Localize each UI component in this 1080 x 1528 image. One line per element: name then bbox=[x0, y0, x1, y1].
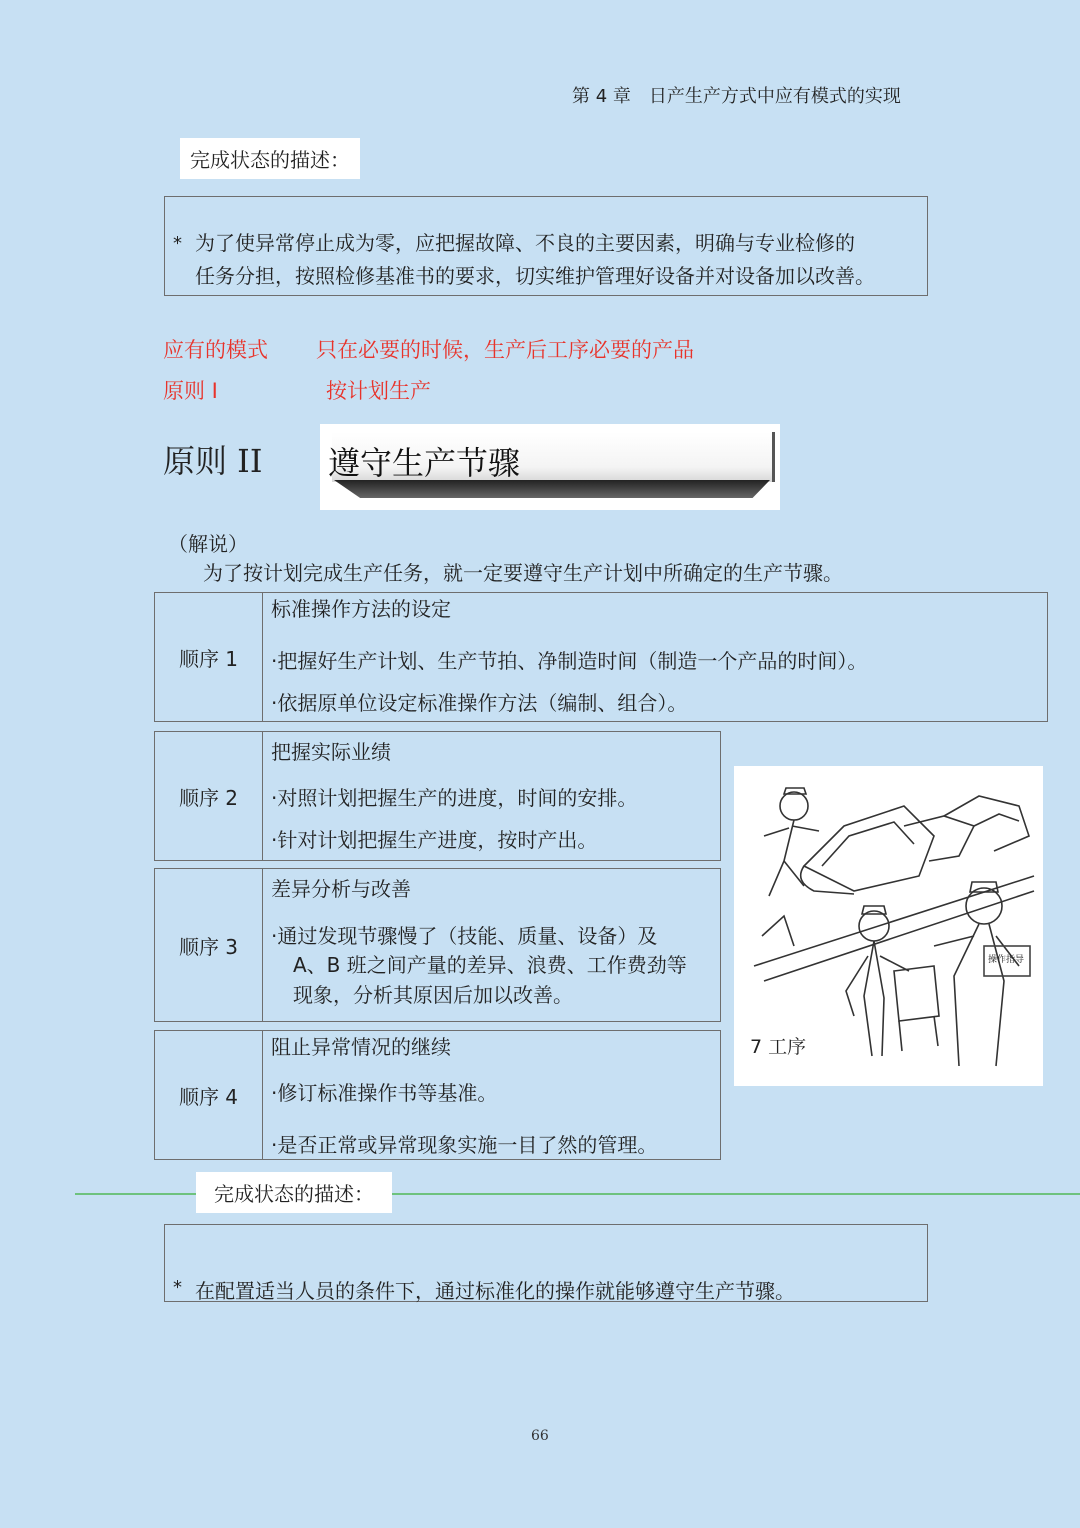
workers-illustration bbox=[734, 766, 1043, 1086]
step-number: 顺序 2 bbox=[155, 732, 263, 860]
explanation-text: 为了按计划完成生产任务，就一定要遵守生产计划中所确定的生产节骤。 bbox=[203, 561, 843, 585]
step-2-box bbox=[154, 731, 721, 861]
step-number: 顺序 3 bbox=[155, 869, 263, 1021]
pattern-value: 只在必要的时候，生产后工序必要的产品 bbox=[316, 338, 694, 362]
step-number: 顺序 1 bbox=[155, 593, 263, 721]
completion-label-top: 完成状态的描述： bbox=[180, 138, 360, 179]
principle2-title: 遵守生产节骤 bbox=[328, 444, 521, 482]
step-line: ·通过发现节骤慢了（技能、质量、设备）及 bbox=[271, 924, 658, 948]
principle2-banner bbox=[320, 424, 780, 510]
step-3-box bbox=[154, 868, 721, 1022]
summary-text-bottom: 在配置适当人员的条件下，通过标准化的操作就能够遵守生产节骤。 bbox=[195, 1279, 795, 1303]
step-heading: 把握实际业绩 bbox=[271, 740, 391, 764]
step-heading: 阻止异常情况的继续 bbox=[271, 1035, 451, 1059]
page-number: 66 bbox=[531, 1428, 549, 1444]
principle2-label: 原则 II bbox=[163, 442, 263, 480]
step-line: A、B 班之间产量的差异、浪费、工作费劲等 bbox=[293, 953, 687, 977]
completion-label-bottom: 完成状态的描述： bbox=[196, 1172, 392, 1213]
pattern-label: 应有的模式 bbox=[163, 338, 268, 362]
bullet-star: * bbox=[173, 233, 182, 254]
step-line: ·对照计划把握生产的进度，时间的安排。 bbox=[271, 786, 638, 810]
step-heading: 差异分析与改善 bbox=[271, 877, 411, 901]
chapter-header: 第 4 章 日产生产方式中应有模式的实现 bbox=[572, 86, 901, 107]
step-line: ·修订标准操作书等基准。 bbox=[271, 1081, 498, 1105]
step-number: 顺序 4 bbox=[155, 1031, 263, 1159]
principle1-value: 按计划生产 bbox=[326, 379, 431, 403]
step-line: ·把握好生产计划、生产节拍、净制造时间（制造一个产品的时间）。 bbox=[271, 649, 868, 673]
summary-text-top bbox=[195, 227, 875, 293]
summary-line: 为了使异常停止成为零，应把握故障、不良的主要因素，明确与专业检修的 bbox=[195, 231, 855, 255]
step-1-box bbox=[154, 592, 1048, 722]
principle1-label: 原则 I bbox=[163, 379, 218, 403]
step-line: ·依据原单位设定标准操作方法（编制、组合）。 bbox=[271, 691, 688, 715]
bullet-star: * bbox=[173, 1277, 182, 1298]
summary-box-top bbox=[164, 196, 928, 296]
guide-sign: 操作指导 bbox=[988, 955, 1025, 965]
summary-line: 任务分担，按照检修基准书的要求，切实维护管理好设备并对设备加以改善。 bbox=[195, 264, 875, 288]
summary-box-bottom bbox=[164, 1224, 928, 1302]
step-4-box bbox=[154, 1030, 721, 1160]
explanation-heading: （解说） bbox=[168, 532, 248, 556]
step-heading: 标准操作方法的设定 bbox=[271, 597, 451, 621]
illustration-caption: 7 工序 bbox=[750, 1036, 807, 1058]
step-line: ·针对计划把握生产进度，按时产出。 bbox=[271, 828, 598, 852]
step-line: 现象，分析其原因后加以改善。 bbox=[293, 983, 573, 1007]
step-line: ·是否正常或异常现象实施一目了然的管理。 bbox=[271, 1133, 658, 1157]
